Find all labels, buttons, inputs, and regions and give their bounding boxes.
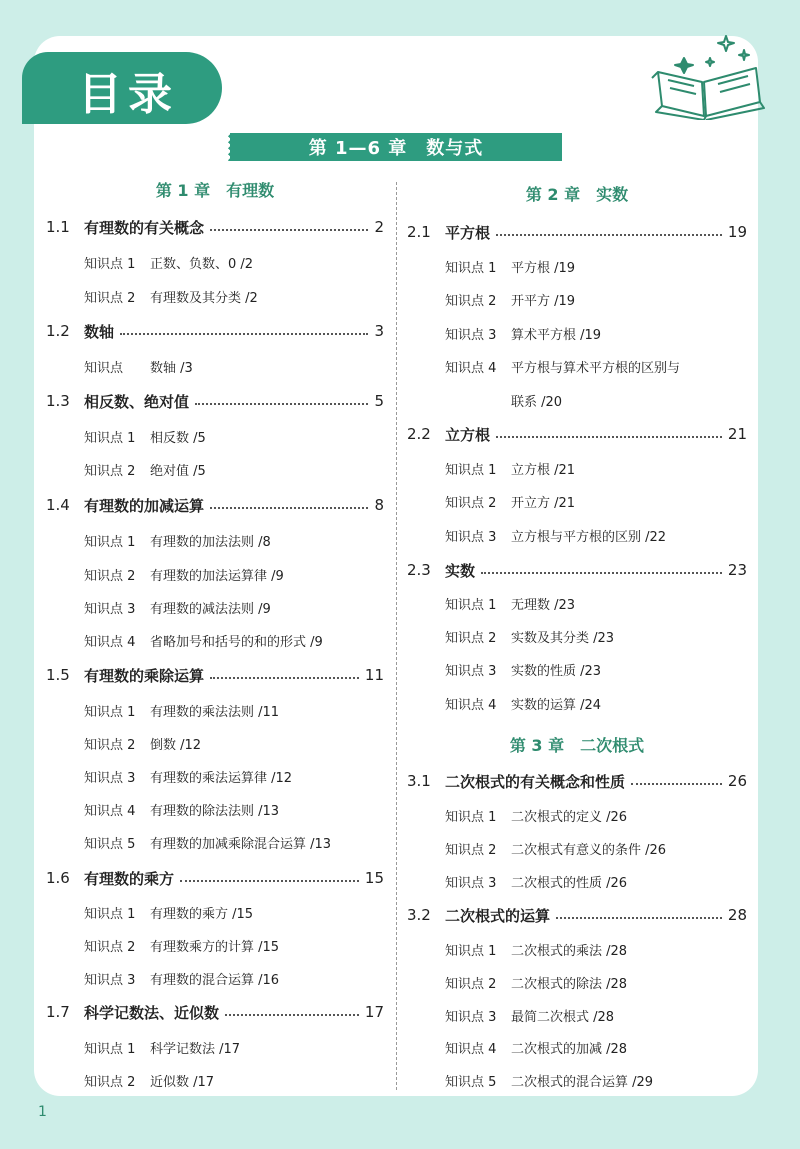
knowledge-point[interactable] xyxy=(445,626,614,646)
point-label: 知识点 3 xyxy=(84,972,136,988)
point-label: 知识点 3 xyxy=(445,663,497,679)
page-number: 1 xyxy=(38,1104,47,1120)
section-page: 11 xyxy=(364,666,384,684)
toc-section[interactable] xyxy=(46,664,384,686)
knowledge-point[interactable] xyxy=(445,805,627,825)
page-title: 目录 xyxy=(78,69,178,120)
point-text: 二次根式的性质 /26 xyxy=(511,875,628,891)
point-text: 二次根式的加减 /28 xyxy=(511,1041,628,1057)
point-label: 知识点 3 xyxy=(84,601,136,617)
point-label: 知识点 4 xyxy=(84,803,136,819)
point-text: 有理数的除法法则 /13 xyxy=(150,803,280,819)
section-number: 2.1 xyxy=(407,223,431,241)
knowledge-point[interactable] xyxy=(84,459,206,479)
section-number: 1.5 xyxy=(46,666,70,684)
knowledge-point[interactable] xyxy=(84,1070,214,1090)
leader-dots xyxy=(631,783,722,785)
point-label: 知识点 2 xyxy=(445,976,497,992)
point-label: 知识点 2 xyxy=(84,290,136,306)
section-number: 1.3 xyxy=(46,392,70,410)
point-text: 相反数 /5 xyxy=(150,430,206,446)
knowledge-point[interactable] xyxy=(445,1070,653,1090)
point-label: 知识点 1 xyxy=(84,1041,136,1057)
knowledge-point[interactable] xyxy=(84,902,253,922)
knowledge-point[interactable] xyxy=(84,733,201,753)
point-label: 知识点 2 xyxy=(445,495,497,511)
section-number: 1.4 xyxy=(46,496,70,514)
point-label: 知识点 2 xyxy=(84,463,136,479)
part-banner: 第 1—6 章 数与式 xyxy=(230,133,562,161)
toc-section[interactable] xyxy=(46,494,384,516)
knowledge-point[interactable] xyxy=(84,286,258,306)
section-number: 1.6 xyxy=(46,869,70,887)
section-name: 平方根 xyxy=(445,223,491,242)
knowledge-point[interactable] xyxy=(84,426,206,446)
section-name: 二次根式的有关概念和性质 xyxy=(445,772,626,791)
chapter-3-title: 第 3 章 二次根式 xyxy=(509,736,645,755)
leader-dots xyxy=(210,229,368,231)
point-text: 实数的运算 /24 xyxy=(511,697,602,713)
section-page: 8 xyxy=(374,496,384,514)
point-label: 知识点 4 xyxy=(445,360,497,376)
column-divider xyxy=(396,182,397,1090)
chapter-2-title: 第 2 章 实数 xyxy=(525,185,629,204)
point-text: 科学记数法 /17 xyxy=(150,1041,241,1057)
point-text: 算术平方根 /19 xyxy=(511,327,602,343)
section-page: 28 xyxy=(727,906,747,924)
knowledge-point[interactable] xyxy=(445,491,575,511)
point-text: 开平方 /19 xyxy=(511,293,576,309)
section-name: 二次根式的运算 xyxy=(445,906,551,925)
section-number: 3.2 xyxy=(407,906,431,924)
point-text: 平方根与算术平方根的区别与 xyxy=(511,360,681,376)
toc-section[interactable] xyxy=(46,867,384,889)
section-name: 实数 xyxy=(445,561,476,580)
point-label: 知识点 2 xyxy=(84,737,136,753)
knowledge-point[interactable] xyxy=(84,799,279,819)
point-text: 实数及其分类 /23 xyxy=(511,630,615,646)
toc-section[interactable] xyxy=(407,423,747,445)
point-text: 数轴 /3 xyxy=(150,360,193,376)
point-text: 倒数 /12 xyxy=(150,737,202,753)
knowledge-point[interactable] xyxy=(84,832,331,852)
point-label: 知识点 2 xyxy=(445,293,497,309)
point-text: 正数、负数、0 /2 xyxy=(150,256,254,272)
point-label: 知识点 1 xyxy=(445,809,497,825)
leader-dots xyxy=(496,234,722,236)
point-label: 知识点 1 xyxy=(445,597,497,613)
knowledge-point[interactable] xyxy=(84,252,253,272)
point-text: 有理数及其分类 /2 xyxy=(150,290,258,306)
point-text: 有理数乘方的计算 /15 xyxy=(150,939,280,955)
section-number: 1.2 xyxy=(46,322,70,340)
point-text: 有理数的减法法则 /9 xyxy=(150,601,271,617)
point-label: 知识点 1 xyxy=(445,462,497,478)
point-text: 无理数 /23 xyxy=(511,597,576,613)
point-text: 开立方 /21 xyxy=(511,495,576,511)
point-label: 知识点 3 xyxy=(445,1009,497,1025)
section-page: 19 xyxy=(727,223,747,241)
toc-section[interactable] xyxy=(46,1001,384,1023)
point-text-continued: 联系 /20 xyxy=(511,395,563,410)
point-label: 知识点 3 xyxy=(445,875,497,891)
knowledge-point[interactable] xyxy=(84,630,323,650)
section-name: 科学记数法、近似数 xyxy=(84,1003,220,1022)
knowledge-point[interactable] xyxy=(84,530,271,550)
point-label: 知识点 2 xyxy=(84,568,136,584)
knowledge-point[interactable] xyxy=(84,766,292,786)
point-label: 知识点 2 xyxy=(445,630,497,646)
point-label: 知识点 2 xyxy=(84,1074,136,1090)
section-page: 26 xyxy=(727,772,747,790)
toc-section[interactable] xyxy=(46,216,384,238)
point-text: 二次根式的定义 /26 xyxy=(511,809,628,825)
section-number: 2.3 xyxy=(407,561,431,579)
section-number: 1.7 xyxy=(46,1003,70,1021)
knowledge-point[interactable] xyxy=(84,564,284,584)
toc-section[interactable] xyxy=(46,390,384,412)
point-text: 二次根式的除法 /28 xyxy=(511,976,628,992)
point-label: 知识点 5 xyxy=(445,1074,497,1090)
point-text: 立方根与平方根的区别 /22 xyxy=(511,529,667,545)
point-text: 近似数 /17 xyxy=(150,1074,215,1090)
leader-dots xyxy=(180,880,359,882)
leader-dots xyxy=(225,1014,359,1016)
section-name: 有理数的乘除运算 xyxy=(84,666,205,685)
point-label: 知识点 4 xyxy=(445,1041,497,1057)
knowledge-point[interactable] xyxy=(84,935,279,955)
knowledge-point[interactable] xyxy=(445,972,627,992)
knowledge-point[interactable] xyxy=(445,525,666,545)
point-label: 知识点 1 xyxy=(84,534,136,550)
point-label: 知识点 4 xyxy=(445,697,497,713)
point-text: 有理数的混合运算 /16 xyxy=(150,972,280,988)
toc-section[interactable] xyxy=(407,221,747,243)
point-text: 有理数的加法法则 /8 xyxy=(150,534,271,550)
leader-dots xyxy=(556,917,722,919)
knowledge-point[interactable] xyxy=(445,356,680,376)
point-text: 立方根 /21 xyxy=(511,462,576,478)
knowledge-point[interactable] xyxy=(445,458,575,478)
point-label: 知识点 5 xyxy=(84,836,136,852)
section-page: 3 xyxy=(374,322,384,340)
knowledge-point[interactable] xyxy=(445,1037,627,1057)
section-page: 17 xyxy=(364,1003,384,1021)
knowledge-point[interactable] xyxy=(445,289,575,309)
point-label: 知识点 4 xyxy=(84,634,136,650)
knowledge-point[interactable] xyxy=(84,700,279,720)
knowledge-point[interactable] xyxy=(445,693,601,713)
section-name: 相反数、绝对值 xyxy=(84,392,190,411)
section-page: 15 xyxy=(364,869,384,887)
leader-dots xyxy=(120,333,368,335)
point-text: 有理数的乘方 /15 xyxy=(150,906,254,922)
section-name: 有理数的有关概念 xyxy=(84,218,205,237)
leader-dots xyxy=(210,677,359,679)
point-text: 平方根 /19 xyxy=(511,260,576,276)
point-label: 知识点 1 xyxy=(445,260,497,276)
point-text: 二次根式的乘法 /28 xyxy=(511,943,628,959)
point-text: 实数的性质 /23 xyxy=(511,663,602,679)
point-text: 二次根式的混合运算 /29 xyxy=(511,1074,654,1090)
section-page: 21 xyxy=(727,425,747,443)
point-label: 知识点 1 xyxy=(445,943,497,959)
knowledge-point[interactable] xyxy=(445,659,601,679)
point-text: 二次根式有意义的条件 /26 xyxy=(511,842,667,858)
leader-dots xyxy=(496,436,722,438)
point-label: 知识点 2 xyxy=(445,842,497,858)
knowledge-point[interactable] xyxy=(445,256,575,276)
leader-dots xyxy=(195,403,368,405)
knowledge-point[interactable] xyxy=(445,1005,614,1025)
section-name: 有理数的乘方 xyxy=(84,869,175,888)
point-label: 知识点 1 xyxy=(84,430,136,446)
section-number: 1.1 xyxy=(46,218,70,236)
section-name: 数轴 xyxy=(84,322,115,341)
knowledge-point[interactable] xyxy=(84,1037,240,1057)
point-label: 知识点 3 xyxy=(445,327,497,343)
point-label: 知识点 xyxy=(84,360,124,376)
point-label: 知识点 1 xyxy=(84,256,136,272)
section-page: 5 xyxy=(374,392,384,410)
chapter-1-title: 第 1 章 有理数 xyxy=(155,181,275,200)
section-number: 3.1 xyxy=(407,772,431,790)
section-name: 有理数的加减运算 xyxy=(84,496,205,515)
point-text: 绝对值 /5 xyxy=(150,463,206,479)
point-text: 有理数的乘法运算律 /12 xyxy=(150,770,293,786)
knowledge-point[interactable] xyxy=(445,593,575,613)
point-label: 知识点 3 xyxy=(445,529,497,545)
open-book-icon xyxy=(644,28,768,120)
knowledge-point[interactable] xyxy=(84,597,271,617)
point-text: 省略加号和括号的和的形式 /9 xyxy=(150,634,323,650)
section-name: 立方根 xyxy=(445,425,491,444)
point-label: 知识点 1 xyxy=(84,704,136,720)
knowledge-point[interactable] xyxy=(84,968,279,988)
toc-section[interactable] xyxy=(407,559,747,581)
toc-section[interactable] xyxy=(407,770,747,792)
toc-section[interactable] xyxy=(46,320,384,342)
point-text: 有理数的加减乘除混合运算 /13 xyxy=(150,836,332,852)
leader-dots xyxy=(210,507,368,509)
point-text: 有理数的加法运算律 /9 xyxy=(150,568,284,584)
knowledge-point[interactable] xyxy=(445,871,627,891)
point-text: 最简二次根式 /28 xyxy=(511,1009,615,1025)
knowledge-point[interactable] xyxy=(84,356,193,376)
knowledge-point[interactable] xyxy=(445,323,601,343)
knowledge-point[interactable] xyxy=(445,838,666,858)
section-number: 2.2 xyxy=(407,425,431,443)
leader-dots xyxy=(481,572,722,574)
section-page: 2 xyxy=(374,218,384,236)
point-label: 知识点 1 xyxy=(84,906,136,922)
section-page: 23 xyxy=(727,561,747,579)
knowledge-point[interactable] xyxy=(445,939,627,959)
point-label: 知识点 3 xyxy=(84,770,136,786)
toc-section[interactable] xyxy=(407,904,747,926)
point-label: 知识点 2 xyxy=(84,939,136,955)
point-text: 有理数的乘法法则 /11 xyxy=(150,704,280,720)
